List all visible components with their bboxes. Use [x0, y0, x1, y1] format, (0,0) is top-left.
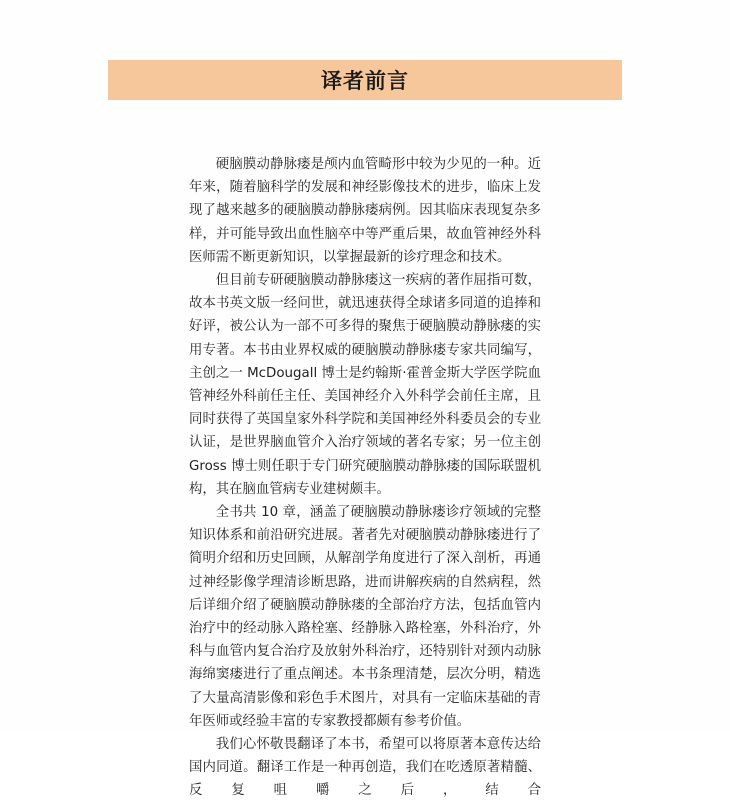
body-text — [189, 153, 541, 803]
title-banner — [108, 60, 622, 100]
paragraph-3: 全书共 10 章，涵盖了硬脑膜动静脉瘘诊疗领域的完整知识体系和前沿研究进展。著者先对硬脑膜动静脉瘘进行了简明介绍和历史回顾，从解剖学角度进行了深入剖析，再通过神经影像学理清诊断思路，进而讲解疾病的自然病程，然后详细介绍了硬脑膜动静脉瘘的全部治疗方法，包括血管内治疗中的经动脉入路栓塞、经静脉入路栓塞，外科治疗，外科与血管内复合治疗及放射外科治疗，还特别针对颈内动脉海绵窦瘘进行了重点阐述。本书条理清楚，层次分明，精选了大量高清影像和彩色手术图片，对具有一定临床基础的青年医师或经验丰富的专家教授都颇有参考价值。 — [189, 505, 541, 729]
paragraph-4: 我们心怀敬畏翻译了本书，希望可以将原著本意传达给国内同道。翻译工作是一种再创造，我们在吃透原著精髓、反复咀嚼之后，结合 — [189, 737, 541, 799]
page-title: 译者前言 — [321, 68, 409, 93]
paragraph-1: 硬脑膜动静脉瘘是颅内血管畸形中较为少见的一种。近年来，随着脑科学的发展和神经影像技术的进步，临床上发现了越来越多的硬脑膜动静脉瘘病例。因其临床表现复杂多样，并可能导致出血性脑卒中等严重后果，故血管神经外科医师需不断更新知识，以掌握最新的诊疗理念和技术。 — [189, 157, 541, 265]
paragraph-2: 但目前专研硬脑膜动静脉瘘这一疾病的著作屈指可数，故本书英文版一经问世，就迅速获得全球诸多同道的追捧和好评，被公认为一部不可多得的聚焦于硬脑膜动静脉瘘的实用专著。本书由业界权威的硬脑膜动静脉瘘专家共同编写，主创之一 McDougall 博士是约翰斯·霍普金斯大学医学院血管神经外科前任主任、美国神经介入外科学会前任主席，且同时获得了英国皇家外科学院和美国神经外科委员会的专业认证，是世界脑血管介入治疗领域的著名专家；另一位主创 Gross 博士则任职于专门研究硬脑膜动静脉瘘的国际联盟机构，其在脑血管病专业建树颇丰。 — [189, 273, 541, 497]
